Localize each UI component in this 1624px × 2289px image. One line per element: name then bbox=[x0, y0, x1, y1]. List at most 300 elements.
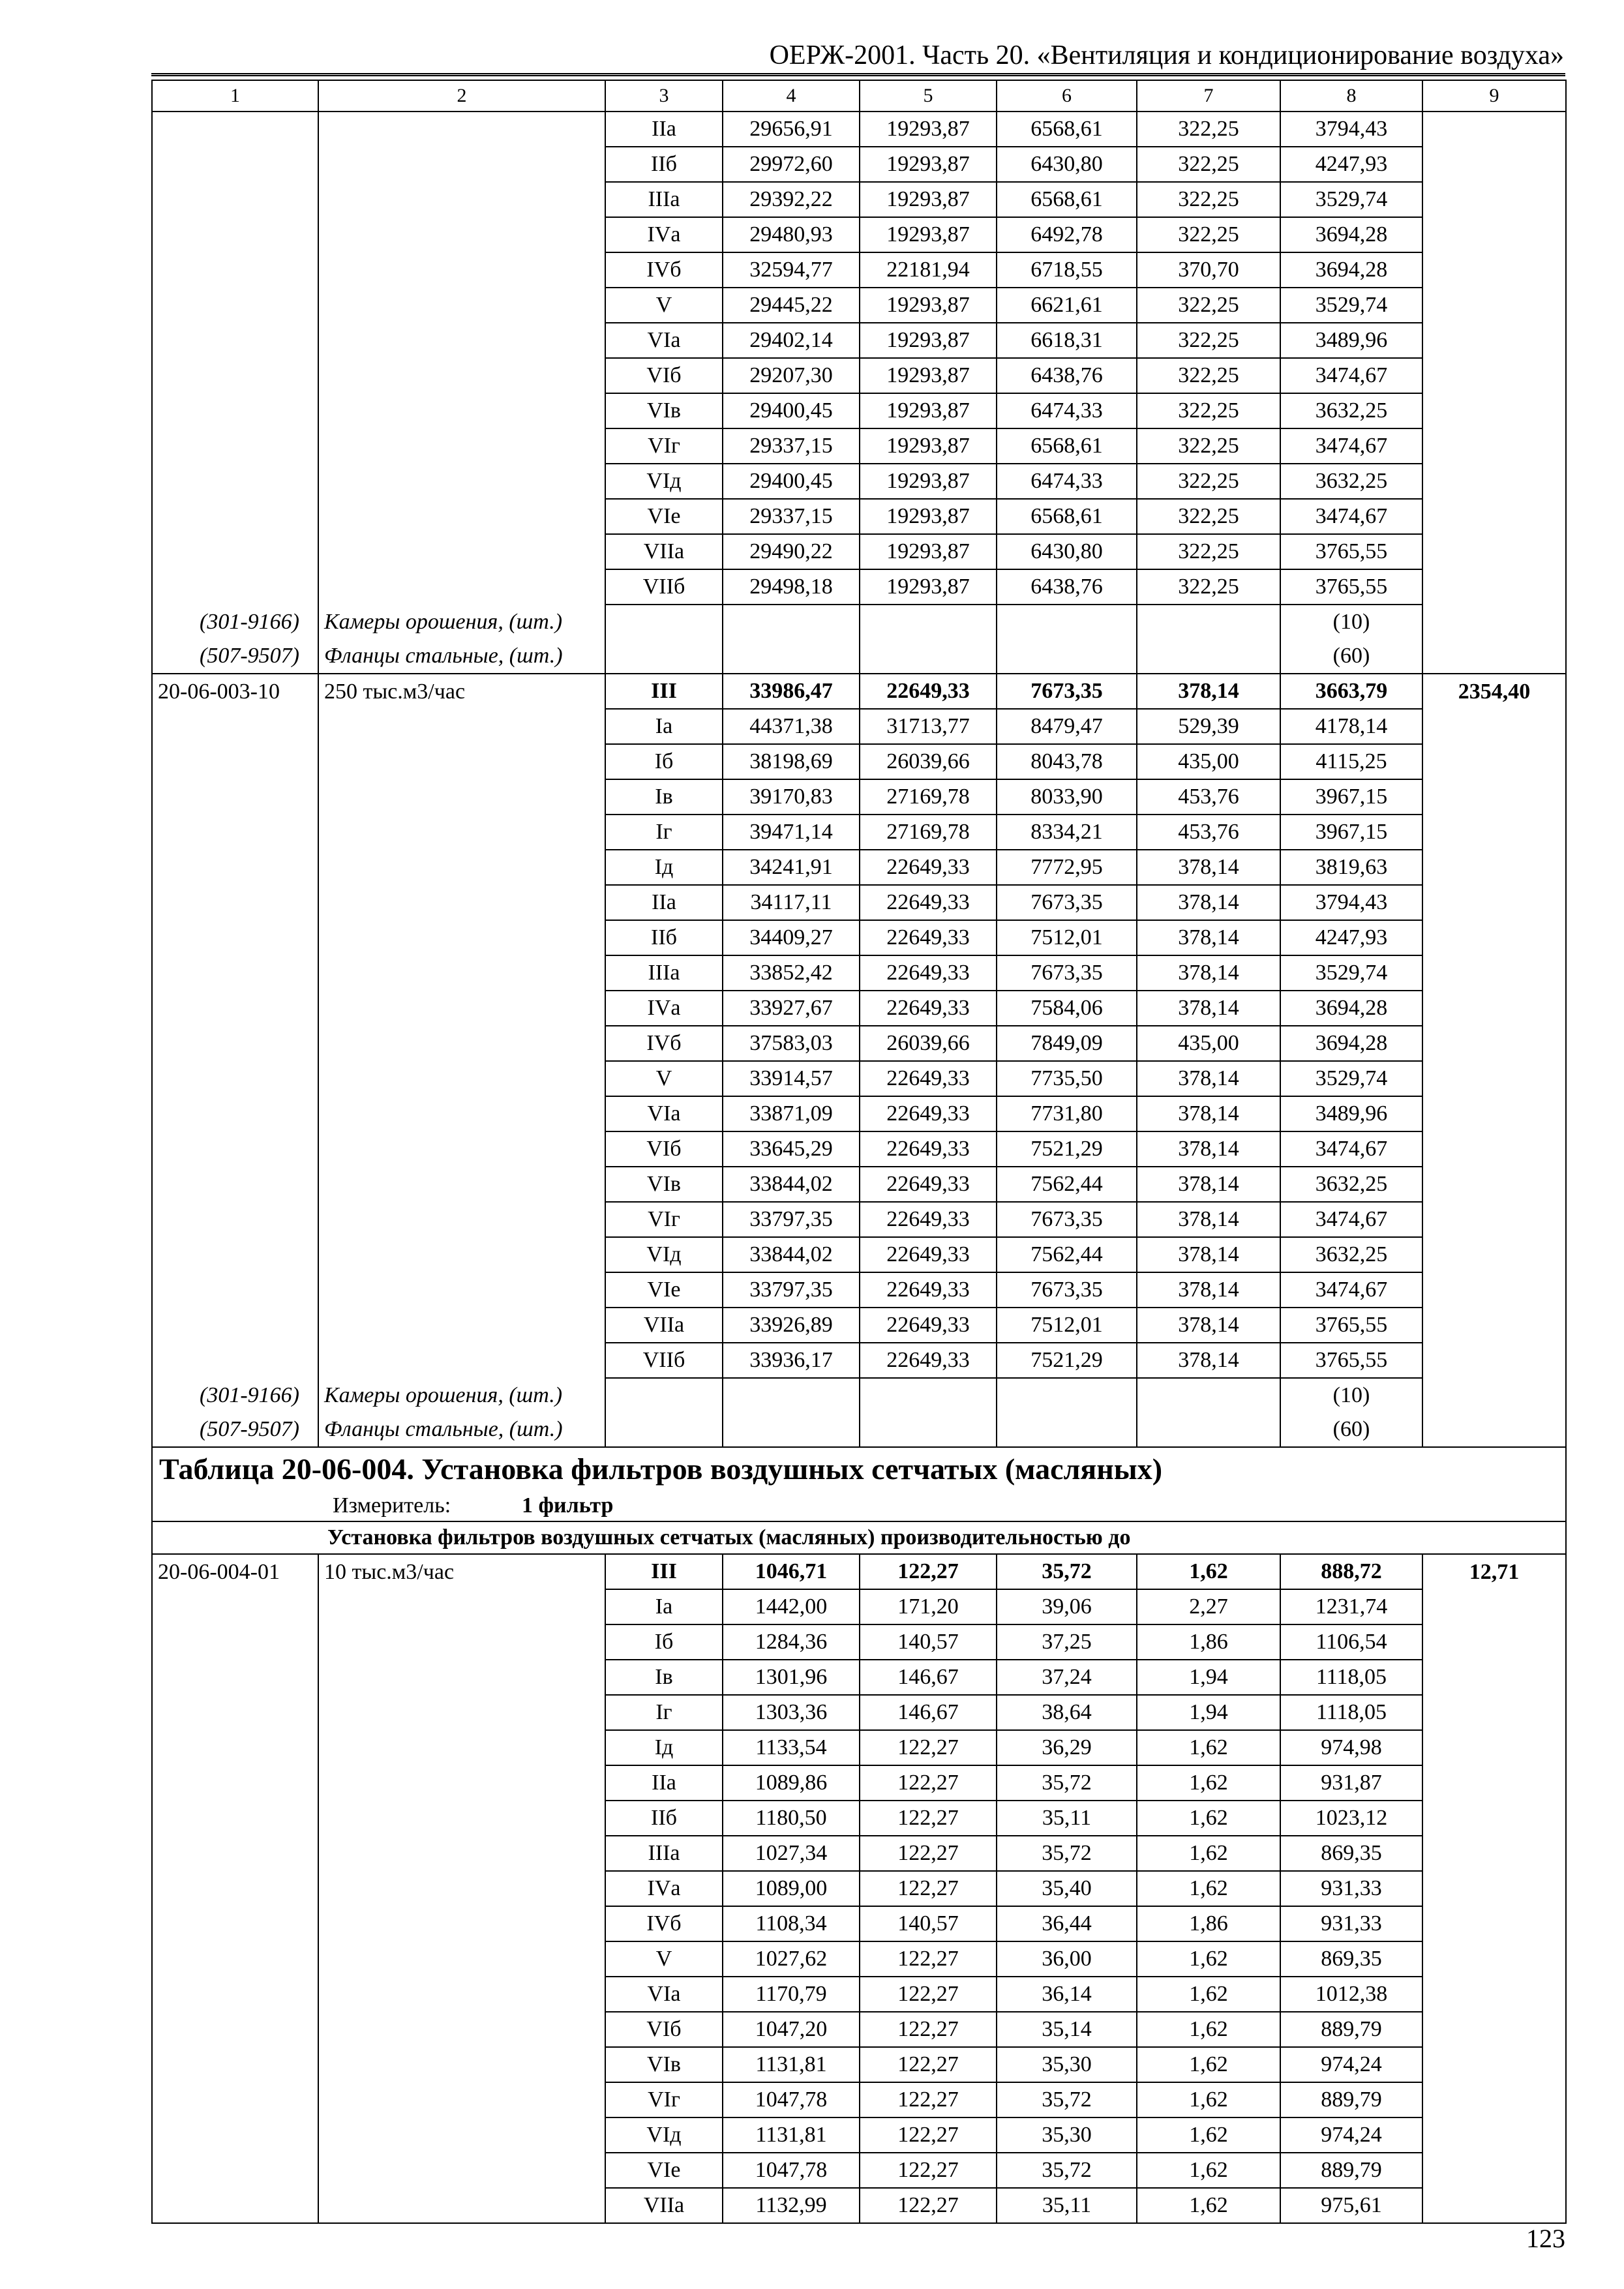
value-cell: 19293,87 bbox=[860, 112, 997, 147]
rate-code bbox=[152, 1202, 318, 1237]
rate-code bbox=[152, 1131, 318, 1167]
rate-name bbox=[318, 1272, 605, 1308]
rate-code bbox=[152, 252, 318, 288]
value-cell: 35,72 bbox=[997, 1554, 1137, 1589]
value-cell: 1023,12 bbox=[1280, 1801, 1422, 1836]
rate-name bbox=[318, 393, 605, 428]
value-cell: 3819,63 bbox=[1280, 850, 1422, 885]
rate-code: 20-06-004-01 bbox=[152, 1554, 318, 1589]
measure-label: Измеритель: bbox=[333, 1493, 451, 1518]
value-cell: 322,25 bbox=[1137, 288, 1280, 323]
value-cell: 6430,80 bbox=[997, 147, 1137, 182]
table-row bbox=[152, 1131, 1566, 1167]
table-row bbox=[152, 112, 1566, 147]
value-cell: 7673,35 bbox=[997, 885, 1137, 920]
zone-cell: IVб bbox=[605, 1906, 723, 1941]
value-cell: 3765,55 bbox=[1280, 1308, 1422, 1343]
value-cell: 3632,25 bbox=[1280, 393, 1422, 428]
zone-cell: VIб bbox=[605, 358, 723, 393]
zone-cell: VIд bbox=[605, 2117, 723, 2153]
labor-cell bbox=[1422, 288, 1566, 323]
value-cell: 19293,87 bbox=[860, 358, 997, 393]
zone-cell: VIе bbox=[605, 499, 723, 534]
value-cell: 146,67 bbox=[860, 1695, 997, 1730]
value-cell: 1132,99 bbox=[723, 2188, 860, 2223]
value-cell: 19293,87 bbox=[860, 499, 997, 534]
value-cell: 122,27 bbox=[860, 2012, 997, 2047]
rate-code: 20-06-003-10 bbox=[152, 674, 318, 709]
empty-cell bbox=[723, 639, 860, 674]
zone-cell: VIг bbox=[605, 1202, 723, 1237]
value-cell: 529,39 bbox=[1137, 709, 1280, 744]
rate-name bbox=[318, 569, 605, 605]
zone-cell: V bbox=[605, 1941, 723, 1977]
table-row bbox=[152, 1026, 1566, 1061]
value-cell: 122,27 bbox=[860, 1871, 997, 1906]
zone-cell: VIв bbox=[605, 1167, 723, 1202]
labor-cell: 12,71 bbox=[1422, 1554, 1566, 1589]
value-cell: 1231,74 bbox=[1280, 1589, 1422, 1624]
value-cell: 1180,50 bbox=[723, 1801, 860, 1836]
table-row bbox=[152, 1730, 1566, 1765]
value-cell: 3474,67 bbox=[1280, 428, 1422, 464]
rate-code bbox=[152, 569, 318, 605]
value-cell: 1442,00 bbox=[723, 1589, 860, 1624]
rate-name bbox=[318, 1871, 605, 1906]
labor-cell bbox=[1422, 779, 1566, 815]
material-row bbox=[152, 1413, 1566, 1447]
value-cell: 1,62 bbox=[1137, 2153, 1280, 2188]
material-name: Фланцы стальные, (шт.) bbox=[318, 1413, 605, 1447]
value-cell: 122,27 bbox=[860, 1941, 997, 1977]
rate-code bbox=[152, 1237, 318, 1272]
value-cell: 322,25 bbox=[1137, 217, 1280, 252]
rate-code bbox=[152, 1906, 318, 1941]
table-row bbox=[152, 428, 1566, 464]
rate-code bbox=[152, 2082, 318, 2117]
labor-cell bbox=[1422, 1308, 1566, 1343]
value-cell: 171,20 bbox=[860, 1589, 997, 1624]
rate-code bbox=[152, 1589, 318, 1624]
table-row bbox=[152, 1801, 1566, 1836]
value-cell: 29400,45 bbox=[723, 464, 860, 499]
labor-cell bbox=[1422, 393, 1566, 428]
value-cell: 3765,55 bbox=[1280, 569, 1422, 605]
value-cell: 1012,38 bbox=[1280, 1977, 1422, 2012]
value-cell: 33844,02 bbox=[723, 1237, 860, 1272]
value-cell: 35,72 bbox=[997, 1836, 1137, 1871]
value-cell: 322,25 bbox=[1137, 428, 1280, 464]
labor-cell bbox=[1422, 323, 1566, 358]
rate-code bbox=[152, 1871, 318, 1906]
zone-cell: VIв bbox=[605, 2047, 723, 2082]
rate-name bbox=[318, 428, 605, 464]
value-cell: 22649,33 bbox=[860, 1061, 997, 1096]
value-cell: 378,14 bbox=[1137, 955, 1280, 991]
rate-name bbox=[318, 850, 605, 885]
labor-cell bbox=[1422, 1272, 1566, 1308]
value-cell: 931,87 bbox=[1280, 1765, 1422, 1801]
value-cell: 22649,33 bbox=[860, 885, 997, 920]
rate-code bbox=[152, 288, 318, 323]
labor-cell bbox=[1422, 464, 1566, 499]
value-cell: 19293,87 bbox=[860, 569, 997, 605]
value-cell: 35,11 bbox=[997, 2188, 1137, 2223]
value-cell: 8334,21 bbox=[997, 815, 1137, 850]
value-cell: 35,40 bbox=[997, 1871, 1137, 1906]
value-cell: 322,25 bbox=[1137, 112, 1280, 147]
value-cell: 26039,66 bbox=[860, 1026, 997, 1061]
value-cell: 122,27 bbox=[860, 1765, 997, 1801]
zone-cell: VIа bbox=[605, 1977, 723, 2012]
section-description: Установка фильтров воздушных сетчатых (масляных) производительностью до bbox=[152, 1521, 1566, 1554]
value-cell: 37,25 bbox=[997, 1624, 1137, 1660]
value-cell: 122,27 bbox=[860, 2117, 997, 2153]
value-cell: 974,24 bbox=[1280, 2047, 1422, 2082]
value-cell: 33844,02 bbox=[723, 1167, 860, 1202]
labor-cell bbox=[1422, 1589, 1566, 1624]
zone-cell: V bbox=[605, 288, 723, 323]
rate-name bbox=[318, 1941, 605, 1977]
table-row bbox=[152, 1977, 1566, 2012]
labor-cell bbox=[1422, 1237, 1566, 1272]
table-row bbox=[152, 217, 1566, 252]
value-cell: 33871,09 bbox=[723, 1096, 860, 1131]
value-cell: 453,76 bbox=[1137, 779, 1280, 815]
page-header bbox=[151, 38, 1565, 76]
value-cell: 378,14 bbox=[1137, 1131, 1280, 1167]
value-cell: 322,25 bbox=[1137, 464, 1280, 499]
rate-code bbox=[152, 815, 318, 850]
rate-code bbox=[152, 1695, 318, 1730]
value-cell: 1,62 bbox=[1137, 1836, 1280, 1871]
rate-name bbox=[318, 2153, 605, 2188]
table-row bbox=[152, 1624, 1566, 1660]
empty-cell bbox=[723, 605, 860, 639]
zone-cell: Iг bbox=[605, 815, 723, 850]
material-qty: (60) bbox=[1280, 1413, 1422, 1447]
table-row bbox=[152, 147, 1566, 182]
labor-cell bbox=[1422, 182, 1566, 217]
labor-cell bbox=[1422, 1765, 1566, 1801]
zone-cell: VIг bbox=[605, 428, 723, 464]
labor-cell bbox=[1422, 1061, 1566, 1096]
value-cell: 22649,33 bbox=[860, 1272, 997, 1308]
zone-cell: VIе bbox=[605, 2153, 723, 2188]
value-cell: 1131,81 bbox=[723, 2117, 860, 2153]
table-row bbox=[152, 1167, 1566, 1202]
table-row bbox=[152, 920, 1566, 955]
value-cell: 1027,34 bbox=[723, 1836, 860, 1871]
rate-code bbox=[152, 2117, 318, 2153]
table-row bbox=[152, 744, 1566, 779]
labor-cell bbox=[1422, 991, 1566, 1026]
zone-cell: V bbox=[605, 1061, 723, 1096]
value-cell: 35,14 bbox=[997, 2012, 1137, 2047]
labor-cell bbox=[1422, 885, 1566, 920]
empty-cell bbox=[860, 639, 997, 674]
rate-name bbox=[318, 2117, 605, 2153]
value-cell: 3794,43 bbox=[1280, 885, 1422, 920]
value-cell: 3632,25 bbox=[1280, 1167, 1422, 1202]
table-row bbox=[152, 569, 1566, 605]
value-cell: 1,62 bbox=[1137, 1554, 1280, 1589]
value-cell: 1,94 bbox=[1137, 1660, 1280, 1695]
table-row bbox=[152, 850, 1566, 885]
value-cell: 22649,33 bbox=[860, 1096, 997, 1131]
value-cell: 6621,61 bbox=[997, 288, 1137, 323]
rate-name bbox=[318, 1131, 605, 1167]
value-cell: 2,27 bbox=[1137, 1589, 1280, 1624]
value-cell: 3694,28 bbox=[1280, 1026, 1422, 1061]
value-cell: 370,70 bbox=[1137, 252, 1280, 288]
labor-cell bbox=[1422, 920, 1566, 955]
value-cell: 33645,29 bbox=[723, 1131, 860, 1167]
value-cell: 22649,33 bbox=[860, 1308, 997, 1343]
value-cell: 378,14 bbox=[1137, 1167, 1280, 1202]
table-row bbox=[152, 358, 1566, 393]
rate-code bbox=[152, 217, 318, 252]
rate-name bbox=[318, 1730, 605, 1765]
value-cell: 7521,29 bbox=[997, 1131, 1137, 1167]
table-row bbox=[152, 709, 1566, 744]
zone-cell: Iд bbox=[605, 850, 723, 885]
column-number: 9 bbox=[1422, 80, 1566, 112]
value-cell: 3474,67 bbox=[1280, 499, 1422, 534]
rate-code bbox=[152, 1308, 318, 1343]
empty-cell bbox=[1422, 1378, 1566, 1413]
value-cell: 1047,78 bbox=[723, 2153, 860, 2188]
value-cell: 3694,28 bbox=[1280, 217, 1422, 252]
table-row bbox=[152, 1096, 1566, 1131]
rate-name bbox=[318, 182, 605, 217]
rate-code bbox=[152, 1096, 318, 1131]
value-cell: 3632,25 bbox=[1280, 1237, 1422, 1272]
value-cell: 6618,31 bbox=[997, 323, 1137, 358]
rate-name bbox=[318, 1801, 605, 1836]
value-cell: 37,24 bbox=[997, 1660, 1137, 1695]
value-cell: 378,14 bbox=[1137, 1202, 1280, 1237]
empty-cell bbox=[605, 1413, 723, 1447]
zone-cell: Iв bbox=[605, 779, 723, 815]
labor-cell bbox=[1422, 499, 1566, 534]
value-cell: 19293,87 bbox=[860, 534, 997, 569]
value-cell: 33852,42 bbox=[723, 955, 860, 991]
rate-code bbox=[152, 779, 318, 815]
zone-cell: Iг bbox=[605, 1695, 723, 1730]
value-cell: 29392,22 bbox=[723, 182, 860, 217]
value-cell: 37583,03 bbox=[723, 1026, 860, 1061]
material-code: (507-9507) bbox=[152, 1413, 318, 1447]
zone-cell: IVа bbox=[605, 217, 723, 252]
zone-cell: Iа bbox=[605, 1589, 723, 1624]
value-cell: 4115,25 bbox=[1280, 744, 1422, 779]
rate-code bbox=[152, 323, 318, 358]
rate-name bbox=[318, 1977, 605, 2012]
rate-name bbox=[318, 709, 605, 744]
rate-code bbox=[152, 2012, 318, 2047]
table-row bbox=[152, 1272, 1566, 1308]
rate-name bbox=[318, 112, 605, 147]
labor-cell bbox=[1422, 2047, 1566, 2082]
empty-cell bbox=[1137, 1413, 1280, 1447]
table-row bbox=[152, 1308, 1566, 1343]
value-cell: 3474,67 bbox=[1280, 358, 1422, 393]
zone-cell: VIг bbox=[605, 2082, 723, 2117]
rates-table bbox=[151, 80, 1567, 2224]
value-cell: 1,86 bbox=[1137, 1624, 1280, 1660]
value-cell: 29656,91 bbox=[723, 112, 860, 147]
labor-cell bbox=[1422, 1167, 1566, 1202]
value-cell: 39,06 bbox=[997, 1589, 1137, 1624]
labor-cell bbox=[1422, 2117, 1566, 2153]
material-name: Камеры орошения, (шт.) bbox=[318, 1378, 605, 1413]
rate-code bbox=[152, 744, 318, 779]
value-cell: 322,25 bbox=[1137, 182, 1280, 217]
rate-code bbox=[152, 1061, 318, 1096]
value-cell: 22649,33 bbox=[860, 1343, 997, 1378]
value-cell: 7673,35 bbox=[997, 955, 1137, 991]
table-row bbox=[152, 2047, 1566, 2082]
value-cell: 22649,33 bbox=[860, 1237, 997, 1272]
rate-code bbox=[152, 1343, 318, 1378]
table-row bbox=[152, 1343, 1566, 1378]
material-qty: (10) bbox=[1280, 1378, 1422, 1413]
rate-name bbox=[318, 323, 605, 358]
value-cell: 931,33 bbox=[1280, 1871, 1422, 1906]
value-cell: 122,27 bbox=[860, 1801, 997, 1836]
zone-cell: VIIа bbox=[605, 1308, 723, 1343]
material-qty: (60) bbox=[1280, 639, 1422, 674]
table-row bbox=[152, 323, 1566, 358]
rate-name bbox=[318, 1836, 605, 1871]
value-cell: 146,67 bbox=[860, 1660, 997, 1695]
rate-name bbox=[318, 1308, 605, 1343]
rate-name bbox=[318, 1695, 605, 1730]
value-cell: 3694,28 bbox=[1280, 991, 1422, 1026]
value-cell: 7735,50 bbox=[997, 1061, 1137, 1096]
value-cell: 19293,87 bbox=[860, 182, 997, 217]
rate-code bbox=[152, 182, 318, 217]
labor-cell bbox=[1422, 709, 1566, 744]
rate-code bbox=[152, 112, 318, 147]
rate-code bbox=[152, 885, 318, 920]
value-cell: 22181,94 bbox=[860, 252, 997, 288]
rate-code bbox=[152, 1272, 318, 1308]
empty-cell bbox=[723, 1413, 860, 1447]
value-cell: 6438,76 bbox=[997, 569, 1137, 605]
zone-cell: IIа bbox=[605, 112, 723, 147]
rate-name bbox=[318, 1765, 605, 1801]
value-cell: 3489,96 bbox=[1280, 1096, 1422, 1131]
value-cell: 29400,45 bbox=[723, 393, 860, 428]
table-row bbox=[152, 464, 1566, 499]
table-row bbox=[152, 2117, 1566, 2153]
value-cell: 34409,27 bbox=[723, 920, 860, 955]
empty-cell bbox=[860, 605, 997, 639]
value-cell: 22649,33 bbox=[860, 1131, 997, 1167]
value-cell: 29207,30 bbox=[723, 358, 860, 393]
value-cell: 35,72 bbox=[997, 2082, 1137, 2117]
value-cell: 8479,47 bbox=[997, 709, 1137, 744]
rates-table-container bbox=[151, 80, 1565, 2224]
value-cell: 122,27 bbox=[860, 2047, 997, 2082]
table-row bbox=[152, 1765, 1566, 1801]
value-cell: 33936,17 bbox=[723, 1343, 860, 1378]
table-row bbox=[152, 2082, 1566, 2117]
zone-cell: Iв bbox=[605, 1660, 723, 1695]
material-code: (507-9507) bbox=[152, 639, 318, 674]
value-cell: 27169,78 bbox=[860, 779, 997, 815]
value-cell: 1089,86 bbox=[723, 1765, 860, 1801]
value-cell: 378,14 bbox=[1137, 674, 1280, 709]
value-cell: 1303,36 bbox=[723, 1695, 860, 1730]
value-cell: 44371,38 bbox=[723, 709, 860, 744]
zone-cell: VIIб bbox=[605, 1343, 723, 1378]
value-cell: 29337,15 bbox=[723, 499, 860, 534]
value-cell: 7849,09 bbox=[997, 1026, 1137, 1061]
value-cell: 122,27 bbox=[860, 2153, 997, 2188]
value-cell: 1,62 bbox=[1137, 1801, 1280, 1836]
value-cell: 975,61 bbox=[1280, 2188, 1422, 2223]
value-cell: 1106,54 bbox=[1280, 1624, 1422, 1660]
labor-cell bbox=[1422, 1977, 1566, 2012]
value-cell: 6568,61 bbox=[997, 428, 1137, 464]
labor-cell bbox=[1422, 2188, 1566, 2223]
value-cell: 3474,67 bbox=[1280, 1272, 1422, 1308]
value-cell: 322,25 bbox=[1137, 534, 1280, 569]
table-row bbox=[152, 779, 1566, 815]
value-cell: 4178,14 bbox=[1280, 709, 1422, 744]
labor-cell bbox=[1422, 1941, 1566, 1977]
table-row bbox=[152, 955, 1566, 991]
rate-code bbox=[152, 464, 318, 499]
labor-cell bbox=[1422, 850, 1566, 885]
value-cell: 22649,33 bbox=[860, 991, 997, 1026]
labor-cell bbox=[1422, 252, 1566, 288]
table-row bbox=[152, 1941, 1566, 1977]
value-cell: 974,98 bbox=[1280, 1730, 1422, 1765]
table-row bbox=[152, 393, 1566, 428]
empty-cell bbox=[860, 1413, 997, 1447]
value-cell: 38,64 bbox=[997, 1695, 1137, 1730]
rate-code bbox=[152, 358, 318, 393]
rate-code bbox=[152, 850, 318, 885]
value-cell: 3967,15 bbox=[1280, 779, 1422, 815]
value-cell: 1027,62 bbox=[723, 1941, 860, 1977]
zone-cell: IVа bbox=[605, 991, 723, 1026]
rate-name bbox=[318, 252, 605, 288]
rate-name bbox=[318, 920, 605, 955]
zone-cell: IVб bbox=[605, 1026, 723, 1061]
value-cell: 3632,25 bbox=[1280, 464, 1422, 499]
labor-cell bbox=[1422, 569, 1566, 605]
value-cell: 36,44 bbox=[997, 1906, 1137, 1941]
value-cell: 6492,78 bbox=[997, 217, 1137, 252]
table-row bbox=[152, 1906, 1566, 1941]
rate-code bbox=[152, 1026, 318, 1061]
value-cell: 33797,35 bbox=[723, 1272, 860, 1308]
zone-cell: IIIа bbox=[605, 182, 723, 217]
column-number: 4 bbox=[723, 80, 860, 112]
value-cell: 1047,20 bbox=[723, 2012, 860, 2047]
material-row bbox=[152, 605, 1566, 639]
value-cell: 1,62 bbox=[1137, 2082, 1280, 2117]
value-cell: 1089,00 bbox=[723, 1871, 860, 1906]
zone-cell: Iб bbox=[605, 744, 723, 779]
zone-cell: VIд bbox=[605, 1237, 723, 1272]
table-row bbox=[152, 815, 1566, 850]
